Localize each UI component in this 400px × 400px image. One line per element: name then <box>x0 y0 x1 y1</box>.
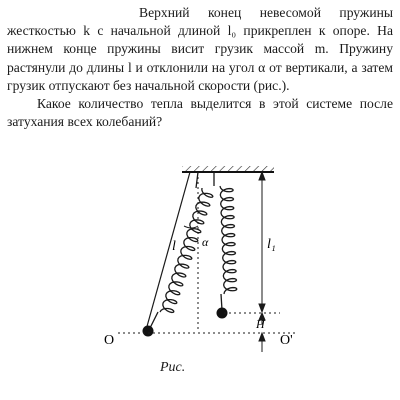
label-o-left: O <box>104 333 115 348</box>
tilted-length-line <box>146 172 190 330</box>
label-o-right: O' <box>280 333 293 348</box>
vertical-spring <box>214 172 237 310</box>
ceiling-support <box>182 166 274 172</box>
label-l1: l₁ <box>267 237 276 252</box>
problem-paragraph-1 <box>7 4 393 95</box>
label-alpha: α <box>202 235 209 249</box>
spring-pendulum-figure <box>0 160 400 360</box>
h-dimension <box>224 313 280 352</box>
problem-text <box>7 4 393 131</box>
tilted-spring <box>149 172 213 330</box>
problem-paragraph-1-text: Верхний конец невесомой пружины жесткостью k с начальной длиной l₀ прикреплен к опоре. На нижнем конце пружины висит грузик массой m. Пружину растянули до длины l и отклонили на угол α от вертикали, а затем грузик отпускают без начальной скорости (рис.). <box>7 5 393 93</box>
label-h: H <box>256 317 265 331</box>
problem-paragraph-2: Какое количество тепла выделится в этой системе после затухания всех колебаний? <box>7 96 393 130</box>
l1-dimension <box>259 172 265 312</box>
label-l: l <box>172 239 176 254</box>
mass-deflected <box>143 326 154 337</box>
figure-caption: Рис. <box>160 360 186 375</box>
